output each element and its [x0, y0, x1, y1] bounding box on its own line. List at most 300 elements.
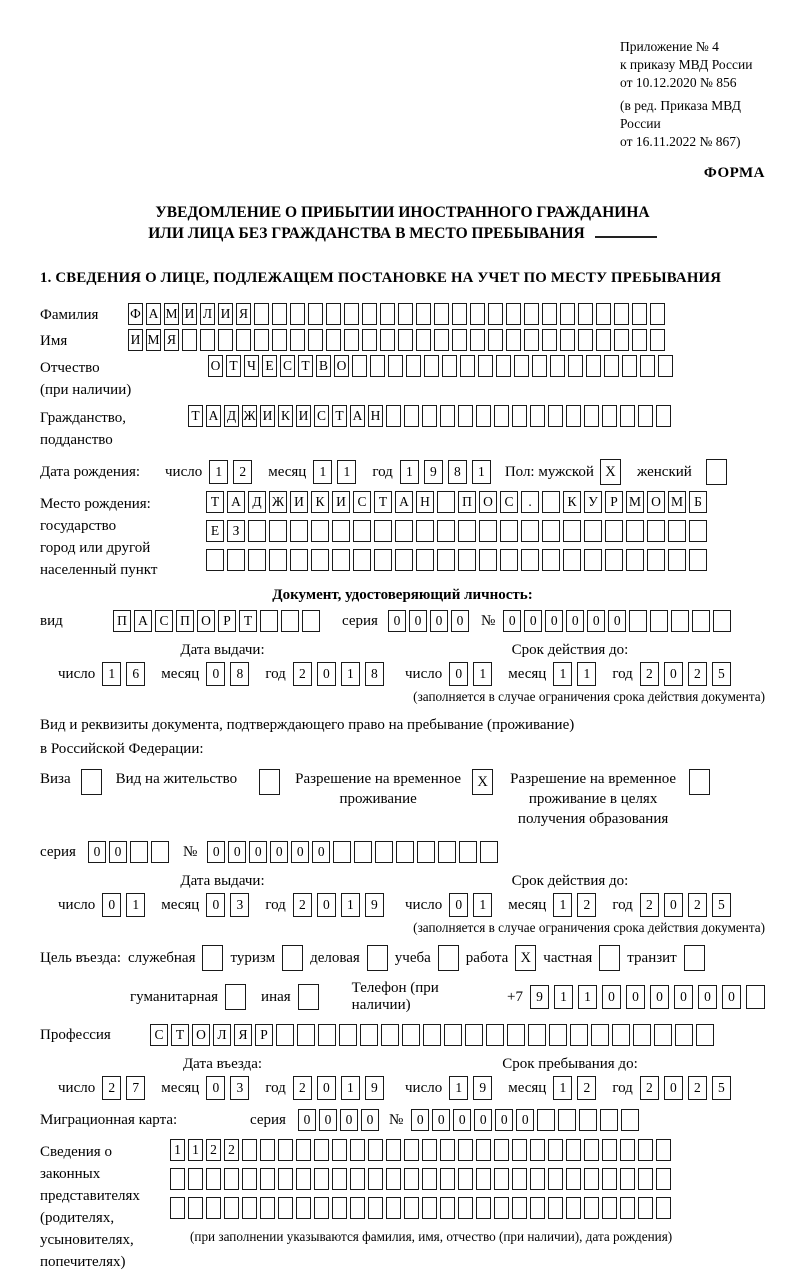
char-cell[interactable]: [308, 329, 323, 351]
char-cell[interactable]: [620, 1168, 635, 1190]
char-cell[interactable]: 0: [495, 1109, 513, 1131]
char-cell[interactable]: Р: [218, 610, 236, 632]
sex-female-checkbox[interactable]: [706, 459, 727, 485]
char-cell[interactable]: 2: [640, 662, 659, 686]
char-cell[interactable]: [542, 491, 560, 513]
char-cell[interactable]: И: [218, 303, 233, 325]
char-cell[interactable]: [278, 1197, 293, 1219]
stay-until-year[interactable]: [640, 1076, 731, 1100]
char-cell[interactable]: М: [626, 491, 644, 513]
char-cell[interactable]: [296, 1139, 311, 1161]
char-cell[interactable]: 2: [577, 1076, 596, 1100]
char-cell[interactable]: И: [296, 405, 311, 427]
char-cell[interactable]: Я: [236, 303, 251, 325]
char-cell[interactable]: [600, 1109, 618, 1131]
char-cell[interactable]: А: [146, 303, 161, 325]
char-cell[interactable]: 0: [340, 1109, 358, 1131]
char-cell[interactable]: [496, 355, 511, 377]
char-cell[interactable]: А: [134, 610, 152, 632]
char-cell[interactable]: [386, 1168, 401, 1190]
char-cell[interactable]: [506, 303, 521, 325]
char-cell[interactable]: [318, 1024, 336, 1046]
char-cell[interactable]: [434, 329, 449, 351]
name-cells[interactable]: [128, 329, 665, 351]
char-cell[interactable]: Ж: [242, 405, 257, 427]
char-cell[interactable]: [440, 1168, 455, 1190]
char-cell[interactable]: [272, 329, 287, 351]
char-cell[interactable]: [621, 1109, 639, 1131]
char-cell[interactable]: [374, 549, 392, 571]
char-cell[interactable]: [308, 303, 323, 325]
char-cell[interactable]: [512, 405, 527, 427]
char-cell[interactable]: [548, 405, 563, 427]
char-cell[interactable]: Т: [171, 1024, 189, 1046]
char-cell[interactable]: С: [314, 405, 329, 427]
char-cell[interactable]: Т: [239, 610, 257, 632]
char-cell[interactable]: Д: [224, 405, 239, 427]
char-cell[interactable]: [354, 841, 372, 863]
char-cell[interactable]: 9: [424, 460, 443, 484]
char-cell[interactable]: [416, 520, 434, 542]
char-cell[interactable]: Л: [200, 303, 215, 325]
char-cell[interactable]: [438, 841, 456, 863]
char-cell[interactable]: С: [353, 491, 371, 513]
char-cell[interactable]: [570, 1024, 588, 1046]
char-cell[interactable]: [675, 1024, 693, 1046]
identity-expiry-month[interactable]: [553, 662, 596, 686]
char-cell[interactable]: Т: [206, 491, 224, 513]
char-cell[interactable]: [550, 355, 565, 377]
char-cell[interactable]: 2: [293, 662, 312, 686]
char-cell[interactable]: [188, 1197, 203, 1219]
char-cell[interactable]: [530, 405, 545, 427]
char-cell[interactable]: 8: [365, 662, 384, 686]
char-cell[interactable]: [259, 769, 280, 795]
char-cell[interactable]: И: [290, 491, 308, 513]
char-cell[interactable]: [297, 1024, 315, 1046]
char-cell[interactable]: [333, 841, 351, 863]
char-cell[interactable]: [458, 1139, 473, 1161]
char-cell[interactable]: 0: [317, 893, 336, 917]
char-cell[interactable]: [602, 1168, 617, 1190]
char-cell[interactable]: [486, 1024, 504, 1046]
char-cell[interactable]: [423, 1024, 441, 1046]
char-cell[interactable]: П: [176, 610, 194, 632]
char-cell[interactable]: [437, 549, 455, 571]
char-cell[interactable]: [404, 1139, 419, 1161]
residence-issue-year[interactable]: [293, 893, 384, 917]
char-cell[interactable]: [494, 1168, 509, 1190]
char-cell[interactable]: [584, 1197, 599, 1219]
char-cell[interactable]: [656, 1197, 671, 1219]
char-cell[interactable]: [650, 303, 665, 325]
char-cell[interactable]: [626, 520, 644, 542]
char-cell[interactable]: С: [500, 491, 518, 513]
char-cell[interactable]: [298, 984, 319, 1010]
purpose-transit-checkbox[interactable]: [684, 945, 705, 971]
char-cell[interactable]: [689, 520, 707, 542]
char-cell[interactable]: [542, 549, 560, 571]
char-cell[interactable]: Р: [255, 1024, 273, 1046]
birth-place-cells-row2[interactable]: [206, 520, 707, 542]
char-cell[interactable]: [584, 520, 602, 542]
char-cell[interactable]: [272, 303, 287, 325]
char-cell[interactable]: Т: [226, 355, 241, 377]
char-cell[interactable]: [290, 303, 305, 325]
char-cell[interactable]: [689, 549, 707, 571]
char-cell[interactable]: [350, 1168, 365, 1190]
char-cell[interactable]: [566, 405, 581, 427]
char-cell[interactable]: [398, 329, 413, 351]
char-cell[interactable]: 7: [126, 1076, 145, 1100]
char-cell[interactable]: [622, 355, 637, 377]
char-cell[interactable]: [332, 1168, 347, 1190]
char-cell[interactable]: 1: [341, 893, 360, 917]
char-cell[interactable]: [713, 610, 731, 632]
char-cell[interactable]: [620, 1197, 635, 1219]
profession-cells[interactable]: [150, 1024, 714, 1046]
char-cell[interactable]: [638, 405, 653, 427]
purpose-humanitarian-checkbox[interactable]: [225, 984, 246, 1010]
char-cell[interactable]: 0: [298, 1109, 316, 1131]
char-cell[interactable]: [532, 355, 547, 377]
char-cell[interactable]: Т: [298, 355, 313, 377]
residence-expiry-year[interactable]: [640, 893, 731, 917]
purpose-private-checkbox[interactable]: [599, 945, 620, 971]
char-cell[interactable]: [458, 520, 476, 542]
char-cell[interactable]: О: [197, 610, 215, 632]
char-cell[interactable]: М: [668, 491, 686, 513]
char-cell[interactable]: 1: [473, 893, 492, 917]
char-cell[interactable]: [200, 329, 215, 351]
char-cell[interactable]: [612, 1024, 630, 1046]
char-cell[interactable]: О: [334, 355, 349, 377]
char-cell[interactable]: [242, 1139, 257, 1161]
char-cell[interactable]: [452, 329, 467, 351]
char-cell[interactable]: [458, 1168, 473, 1190]
char-cell[interactable]: [560, 329, 575, 351]
representatives-cells-row3[interactable]: [170, 1197, 672, 1219]
char-cell[interactable]: [395, 549, 413, 571]
char-cell[interactable]: 5: [712, 662, 731, 686]
char-cell[interactable]: [512, 1168, 527, 1190]
char-cell[interactable]: [290, 549, 308, 571]
purpose-other-checkbox[interactable]: [298, 984, 319, 1010]
purpose-tourism-checkbox[interactable]: [282, 945, 303, 971]
char-cell[interactable]: [375, 841, 393, 863]
char-cell[interactable]: [512, 1139, 527, 1161]
char-cell[interactable]: [386, 1139, 401, 1161]
char-cell[interactable]: [296, 1168, 311, 1190]
purpose-work-checkbox[interactable]: [515, 945, 536, 971]
migration-series-cells[interactable]: [298, 1109, 379, 1131]
char-cell[interactable]: [632, 303, 647, 325]
char-cell[interactable]: [521, 549, 539, 571]
char-cell[interactable]: [404, 405, 419, 427]
char-cell[interactable]: [494, 405, 509, 427]
identity-issue-day[interactable]: [102, 662, 145, 686]
char-cell[interactable]: [614, 329, 629, 351]
char-cell[interactable]: [638, 1197, 653, 1219]
char-cell[interactable]: [188, 1168, 203, 1190]
char-cell[interactable]: Я: [164, 329, 179, 351]
char-cell[interactable]: [367, 945, 388, 971]
char-cell[interactable]: X: [472, 769, 493, 795]
char-cell[interactable]: [658, 355, 673, 377]
char-cell[interactable]: [416, 549, 434, 571]
char-cell[interactable]: 2: [688, 662, 707, 686]
char-cell[interactable]: [568, 355, 583, 377]
char-cell[interactable]: 3: [230, 1076, 249, 1100]
char-cell[interactable]: [584, 405, 599, 427]
char-cell[interactable]: [422, 405, 437, 427]
char-cell[interactable]: 2: [640, 1076, 659, 1100]
char-cell[interactable]: К: [278, 405, 293, 427]
char-cell[interactable]: [276, 1024, 294, 1046]
char-cell[interactable]: [416, 303, 431, 325]
char-cell[interactable]: [404, 1197, 419, 1219]
char-cell[interactable]: [332, 1197, 347, 1219]
char-cell[interactable]: [344, 329, 359, 351]
char-cell[interactable]: [578, 303, 593, 325]
char-cell[interactable]: [605, 520, 623, 542]
char-cell[interactable]: [602, 1139, 617, 1161]
char-cell[interactable]: [380, 303, 395, 325]
char-cell[interactable]: [398, 303, 413, 325]
char-cell[interactable]: [548, 1139, 563, 1161]
char-cell[interactable]: [548, 1197, 563, 1219]
char-cell[interactable]: [218, 329, 233, 351]
char-cell[interactable]: [549, 1024, 567, 1046]
char-cell[interactable]: [460, 355, 475, 377]
char-cell[interactable]: [225, 984, 246, 1010]
char-cell[interactable]: [584, 1139, 599, 1161]
char-cell[interactable]: 0: [312, 841, 330, 863]
char-cell[interactable]: 0: [317, 1076, 336, 1100]
char-cell[interactable]: [746, 985, 765, 1009]
char-cell[interactable]: [417, 841, 435, 863]
char-cell[interactable]: 0: [319, 1109, 337, 1131]
char-cell[interactable]: Н: [416, 491, 434, 513]
char-cell[interactable]: 0: [291, 841, 309, 863]
char-cell[interactable]: [459, 841, 477, 863]
char-cell[interactable]: [440, 1139, 455, 1161]
char-cell[interactable]: [290, 329, 305, 351]
char-cell[interactable]: [668, 520, 686, 542]
char-cell[interactable]: [206, 549, 224, 571]
char-cell[interactable]: 8: [448, 460, 467, 484]
patronymic-cells[interactable]: [208, 355, 673, 377]
char-cell[interactable]: [578, 329, 593, 351]
char-cell[interactable]: [632, 329, 647, 351]
char-cell[interactable]: П: [458, 491, 476, 513]
char-cell[interactable]: [314, 1197, 329, 1219]
char-cell[interactable]: [437, 491, 455, 513]
char-cell[interactable]: [494, 1139, 509, 1161]
char-cell[interactable]: [206, 1168, 221, 1190]
char-cell[interactable]: [530, 1139, 545, 1161]
char-cell[interactable]: [479, 549, 497, 571]
char-cell[interactable]: 1: [473, 662, 492, 686]
char-cell[interactable]: [530, 1168, 545, 1190]
residence-expiry-month[interactable]: [553, 893, 596, 917]
char-cell[interactable]: [311, 520, 329, 542]
char-cell[interactable]: Т: [332, 405, 347, 427]
sex-male-checkbox[interactable]: [600, 459, 621, 485]
char-cell[interactable]: [352, 355, 367, 377]
char-cell[interactable]: Я: [234, 1024, 252, 1046]
char-cell[interactable]: [440, 1197, 455, 1219]
char-cell[interactable]: 1: [341, 662, 360, 686]
char-cell[interactable]: [476, 1197, 491, 1219]
char-cell[interactable]: [476, 1139, 491, 1161]
char-cell[interactable]: [332, 549, 350, 571]
char-cell[interactable]: 0: [664, 893, 683, 917]
char-cell[interactable]: Ч: [244, 355, 259, 377]
char-cell[interactable]: 0: [206, 662, 225, 686]
char-cell[interactable]: [706, 459, 727, 485]
char-cell[interactable]: 0: [206, 893, 225, 917]
char-cell[interactable]: З: [227, 520, 245, 542]
char-cell[interactable]: 0: [207, 841, 225, 863]
char-cell[interactable]: Н: [368, 405, 383, 427]
char-cell[interactable]: О: [208, 355, 223, 377]
char-cell[interactable]: 0: [388, 610, 406, 632]
char-cell[interactable]: [602, 1197, 617, 1219]
char-cell[interactable]: [254, 303, 269, 325]
char-cell[interactable]: [442, 355, 457, 377]
char-cell[interactable]: [438, 945, 459, 971]
char-cell[interactable]: [406, 355, 421, 377]
char-cell[interactable]: 1: [449, 1076, 468, 1100]
char-cell[interactable]: И: [260, 405, 275, 427]
char-cell[interactable]: И: [182, 303, 197, 325]
char-cell[interactable]: [326, 329, 341, 351]
char-cell[interactable]: 1: [102, 662, 121, 686]
stay-until-day[interactable]: [449, 1076, 492, 1100]
char-cell[interactable]: [542, 303, 557, 325]
char-cell[interactable]: [476, 405, 491, 427]
char-cell[interactable]: X: [600, 459, 621, 485]
char-cell[interactable]: 0: [664, 1076, 683, 1100]
residence-series-cells[interactable]: [88, 841, 169, 863]
birth-day-cells[interactable]: [209, 460, 252, 484]
char-cell[interactable]: Ф: [128, 303, 143, 325]
char-cell[interactable]: [81, 769, 102, 795]
char-cell[interactable]: 0: [698, 985, 717, 1009]
char-cell[interactable]: 1: [553, 662, 572, 686]
char-cell[interactable]: [374, 520, 392, 542]
char-cell[interactable]: Д: [248, 491, 266, 513]
char-cell[interactable]: [458, 549, 476, 571]
char-cell[interactable]: [254, 329, 269, 351]
char-cell[interactable]: 9: [365, 893, 384, 917]
char-cell[interactable]: [478, 355, 493, 377]
purpose-official-checkbox[interactable]: [202, 945, 223, 971]
entry-day[interactable]: [102, 1076, 145, 1100]
char-cell[interactable]: [528, 1024, 546, 1046]
char-cell[interactable]: .: [521, 491, 539, 513]
char-cell[interactable]: [388, 355, 403, 377]
char-cell[interactable]: [248, 520, 266, 542]
char-cell[interactable]: [563, 549, 581, 571]
char-cell[interactable]: [537, 1109, 555, 1131]
char-cell[interactable]: [151, 841, 169, 863]
char-cell[interactable]: [386, 1197, 401, 1219]
char-cell[interactable]: [202, 945, 223, 971]
char-cell[interactable]: [260, 610, 278, 632]
char-cell[interactable]: [584, 549, 602, 571]
char-cell[interactable]: [452, 303, 467, 325]
entry-year[interactable]: [293, 1076, 384, 1100]
char-cell[interactable]: 9: [365, 1076, 384, 1100]
char-cell[interactable]: [530, 1197, 545, 1219]
char-cell[interactable]: [281, 610, 299, 632]
char-cell[interactable]: 2: [688, 893, 707, 917]
char-cell[interactable]: 0: [602, 985, 621, 1009]
char-cell[interactable]: [242, 1168, 257, 1190]
char-cell[interactable]: 0: [626, 985, 645, 1009]
char-cell[interactable]: [130, 841, 148, 863]
char-cell[interactable]: 9: [530, 985, 549, 1009]
char-cell[interactable]: 0: [524, 610, 542, 632]
char-cell[interactable]: [584, 1168, 599, 1190]
char-cell[interactable]: [507, 1024, 525, 1046]
char-cell[interactable]: 0: [608, 610, 626, 632]
char-cell[interactable]: [654, 1024, 672, 1046]
residence-issue-month[interactable]: [206, 893, 249, 917]
char-cell[interactable]: [422, 1139, 437, 1161]
char-cell[interactable]: [278, 1168, 293, 1190]
char-cell[interactable]: 0: [545, 610, 563, 632]
char-cell[interactable]: [350, 1197, 365, 1219]
char-cell[interactable]: 0: [474, 1109, 492, 1131]
char-cell[interactable]: 0: [449, 662, 468, 686]
char-cell[interactable]: О: [479, 491, 497, 513]
char-cell[interactable]: О: [192, 1024, 210, 1046]
char-cell[interactable]: [444, 1024, 462, 1046]
char-cell[interactable]: [626, 549, 644, 571]
char-cell[interactable]: Б: [689, 491, 707, 513]
char-cell[interactable]: [311, 549, 329, 571]
char-cell[interactable]: [362, 303, 377, 325]
char-cell[interactable]: [476, 1168, 491, 1190]
char-cell[interactable]: 0: [516, 1109, 534, 1131]
char-cell[interactable]: [170, 1168, 185, 1190]
char-cell[interactable]: [620, 405, 635, 427]
char-cell[interactable]: 2: [293, 893, 312, 917]
char-cell[interactable]: [182, 329, 197, 351]
char-cell[interactable]: 1: [170, 1139, 185, 1161]
char-cell[interactable]: 1: [553, 893, 572, 917]
char-cell[interactable]: Л: [213, 1024, 231, 1046]
char-cell[interactable]: 0: [451, 610, 469, 632]
char-cell[interactable]: [242, 1197, 257, 1219]
char-cell[interactable]: 0: [650, 985, 669, 1009]
char-cell[interactable]: [395, 520, 413, 542]
identity-kind-cells[interactable]: [113, 610, 320, 632]
char-cell[interactable]: [488, 329, 503, 351]
char-cell[interactable]: [599, 945, 620, 971]
identity-expiry-day[interactable]: [449, 662, 492, 686]
char-cell[interactable]: 3: [230, 893, 249, 917]
char-cell[interactable]: [224, 1168, 239, 1190]
char-cell[interactable]: [402, 1024, 420, 1046]
char-cell[interactable]: [640, 355, 655, 377]
residence-number-cells[interactable]: [207, 841, 498, 863]
char-cell[interactable]: 2: [206, 1139, 221, 1161]
char-cell[interactable]: [524, 329, 539, 351]
